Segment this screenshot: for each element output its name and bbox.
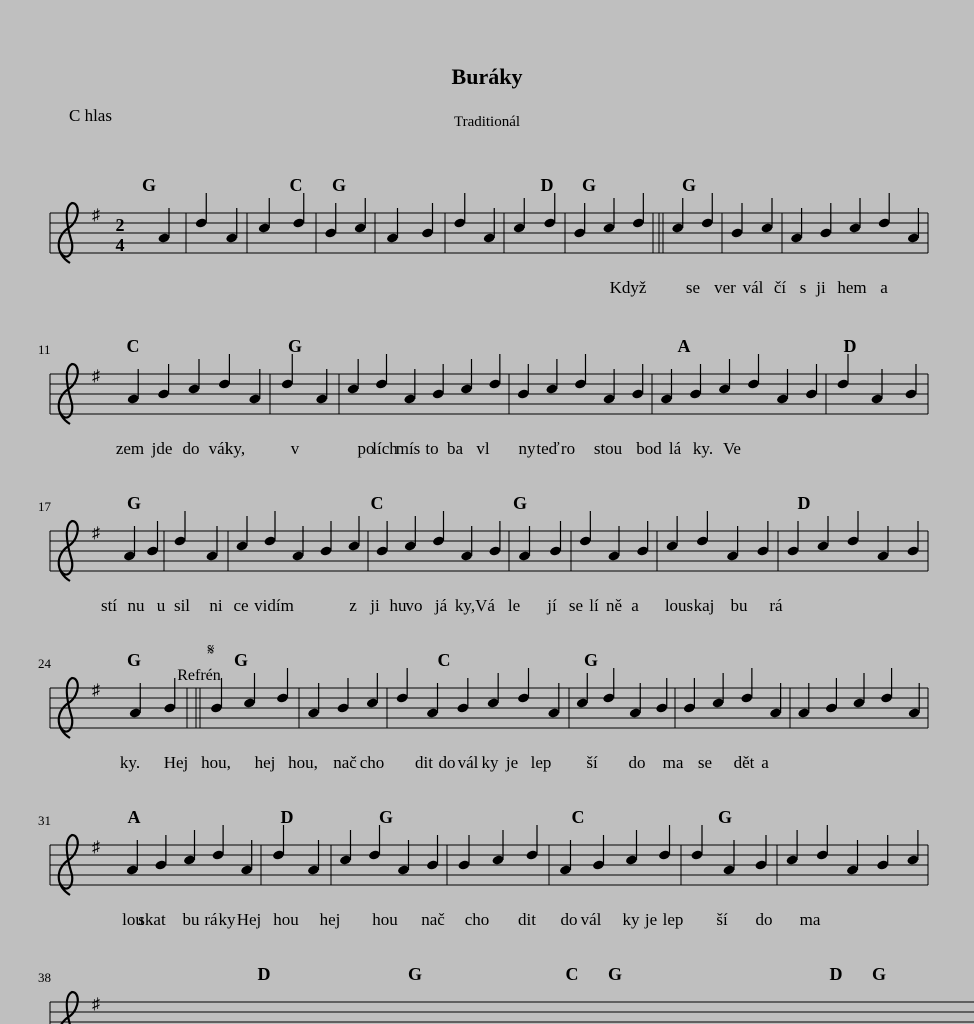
measure-number: 17 <box>38 499 51 514</box>
lyric-syllable: hu <box>389 596 407 615</box>
chord-symbol: C <box>370 493 384 513</box>
lyric-syllable: Hej <box>236 910 262 929</box>
lyric-syllable: ver <box>714 278 736 297</box>
lyric-syllable: je <box>505 753 519 772</box>
lyric-syllable: ky <box>481 753 499 772</box>
lyric-syllable: lep <box>530 753 552 772</box>
measure-number: 31 <box>38 813 51 828</box>
lyric-syllable: ky. <box>692 439 714 458</box>
chord-symbol: C <box>437 650 451 670</box>
lyric-syllable: já <box>434 596 448 615</box>
lyric-syllable: nač <box>333 753 357 772</box>
measure-number: 38 <box>38 970 51 985</box>
chord-symbol: D <box>257 964 271 984</box>
lyric-syllable: ce <box>233 596 249 615</box>
composer-label: Traditionál <box>453 114 521 130</box>
chord-symbol: G <box>717 807 733 827</box>
lyric-syllable: rá <box>204 910 218 929</box>
lyric-syllable: lep <box>662 910 684 929</box>
lyric-syllable: do <box>438 753 456 772</box>
chord-symbol: G <box>141 175 157 195</box>
chord-symbol: C <box>126 336 140 356</box>
chord-symbol: G <box>681 175 697 195</box>
lyric-syllable: dět <box>733 753 755 772</box>
lyric-syllable: ni <box>209 596 223 615</box>
lyric-syllable: ji <box>370 596 380 615</box>
sharp-key-signature-icon: ♯ <box>92 839 100 856</box>
chord-symbol: G <box>581 175 597 195</box>
lyric-syllable: ší <box>586 753 598 772</box>
song-title: Buráky <box>451 64 523 89</box>
lyric-syllable: a <box>631 596 639 615</box>
measure-number: 24 <box>38 656 51 671</box>
measure-number: 11 <box>38 342 51 357</box>
lyric-syllable: do <box>755 910 773 929</box>
lyric-syllable: s <box>799 278 807 297</box>
lyric-syllable: Ve <box>723 439 741 458</box>
chord-symbol: C <box>565 964 579 984</box>
lyric-syllable: ky <box>218 910 236 929</box>
lyric-syllable: hou, <box>201 753 231 772</box>
chord-symbol: G <box>583 650 599 670</box>
lyric-syllable: hej <box>319 910 341 929</box>
lyric-syllable: po <box>357 439 375 458</box>
lyric-syllable: vál <box>457 753 479 772</box>
lyric-syllable: le <box>507 596 521 615</box>
lyric-syllable: jí <box>547 596 557 615</box>
refrain-label: Refrén <box>177 667 221 684</box>
chord-symbol: G <box>871 964 887 984</box>
sharp-key-signature-icon: ♯ <box>92 525 100 542</box>
lyric-syllable: Když <box>609 278 647 297</box>
lyric-syllable: cho <box>359 753 385 772</box>
chord-symbol: C <box>571 807 585 827</box>
lyric-syllable: do <box>628 753 646 772</box>
lyric-syllable: nu <box>127 596 145 615</box>
lyric-syllable: sil <box>173 596 191 615</box>
lyric-syllable: ro <box>560 439 576 458</box>
lyric-syllable: dit <box>415 753 433 772</box>
lyric-syllable: skat <box>138 910 166 929</box>
lyric-syllable: ně <box>605 596 623 615</box>
lyric-syllable: a <box>880 278 888 297</box>
lyric-syllable: ma <box>662 753 684 772</box>
chord-symbol: G <box>378 807 394 827</box>
lyric-syllable: jde <box>151 439 173 458</box>
lyric-syllable: vál <box>580 910 602 929</box>
chord-symbol: G <box>512 493 528 513</box>
lyric-syllable: se <box>685 278 701 297</box>
lyric-syllable: ky, <box>224 439 246 458</box>
sharp-key-signature-icon: ♯ <box>92 996 100 1013</box>
lyric-syllable: rá <box>769 596 783 615</box>
lyric-syllable: hem <box>837 278 867 297</box>
chord-symbol: A <box>677 336 691 356</box>
lyric-syllable: to <box>425 439 439 458</box>
time-signature-bottom: 4 <box>115 235 125 255</box>
chord-symbol: G <box>287 336 303 356</box>
chord-symbol: D <box>540 175 554 195</box>
lyric-syllable: teď <box>536 439 560 458</box>
treble-clef-icon <box>59 992 78 1024</box>
lyric-syllable: a <box>761 753 769 772</box>
lyric-syllable: vl <box>476 439 490 458</box>
part-label: C hlas <box>69 106 112 125</box>
lyric-syllable: ma <box>799 910 821 929</box>
lyric-syllable: se <box>568 596 584 615</box>
lyric-syllable: do <box>560 910 578 929</box>
lyric-syllable: bu <box>182 910 200 929</box>
lyric-syllable: hej <box>254 753 276 772</box>
lyric-syllable: Hej <box>163 753 189 772</box>
lyric-syllable: nač <box>421 910 445 929</box>
lyric-syllable: stou <box>593 439 623 458</box>
lyric-syllable: ba <box>446 439 464 458</box>
chord-symbol: D <box>797 493 811 513</box>
segno-icon: 𝄋 <box>207 642 215 659</box>
lyric-syllable: u <box>156 596 166 615</box>
lyric-syllable: z <box>349 596 357 615</box>
lyric-syllable: hou <box>273 910 299 929</box>
lyric-syllable: ší <box>716 910 728 929</box>
lyric-syllable: hou <box>372 910 398 929</box>
chord-symbol: G <box>233 650 249 670</box>
lyric-syllable: lous <box>664 596 694 615</box>
lyric-syllable: kaj <box>693 596 715 615</box>
chord-symbol: A <box>127 807 141 827</box>
sharp-key-signature-icon: ♯ <box>92 368 100 385</box>
chord-symbol: C <box>289 175 303 195</box>
lyric-syllable: vál <box>208 439 230 458</box>
lyric-syllable: dit <box>518 910 536 929</box>
chord-symbol: G <box>126 493 142 513</box>
lyric-syllable: čí <box>773 278 787 297</box>
chord-symbol: D <box>843 336 857 356</box>
lyric-syllable: vo <box>405 596 423 615</box>
lyric-syllable: ky <box>622 910 640 929</box>
lyric-syllable: ny <box>518 439 536 458</box>
lyric-syllable: cho <box>464 910 490 929</box>
lyric-syllable: lí <box>589 596 599 615</box>
lyric-syllable: v <box>290 439 300 458</box>
lyric-syllable: ky. <box>119 753 141 772</box>
lyric-syllable: lou <box>122 910 144 929</box>
lyric-syllable: lích <box>372 439 398 458</box>
sharp-key-signature-icon: ♯ <box>92 207 100 224</box>
time-signature-top: 2 <box>115 215 125 235</box>
lyric-syllable: zem <box>115 439 145 458</box>
chord-symbol: G <box>126 650 142 670</box>
lyric-syllable: lá <box>668 439 682 458</box>
chord-symbol: D <box>829 964 843 984</box>
lyric-syllable: hou, <box>288 753 318 772</box>
lyric-syllable: stí <box>100 596 118 615</box>
lyric-syllable: vál <box>742 278 764 297</box>
lyric-syllable: bu <box>730 596 748 615</box>
lyric-syllable: mís <box>395 439 421 458</box>
chord-symbol: G <box>607 964 623 984</box>
lyric-syllable: do <box>182 439 200 458</box>
lyric-syllable: se <box>697 753 713 772</box>
chord-symbol: D <box>280 807 294 827</box>
chord-symbol: G <box>331 175 347 195</box>
lyric-syllable: vidím <box>254 596 294 615</box>
lyric-syllable: bod <box>636 439 662 458</box>
sharp-key-signature-icon: ♯ <box>92 682 100 699</box>
lyric-syllable: ky, <box>454 596 476 615</box>
chord-symbol: G <box>407 964 423 984</box>
lyric-syllable: je <box>644 910 658 929</box>
lyric-syllable: Vá <box>475 596 495 615</box>
lyric-syllable: ji <box>816 278 826 297</box>
